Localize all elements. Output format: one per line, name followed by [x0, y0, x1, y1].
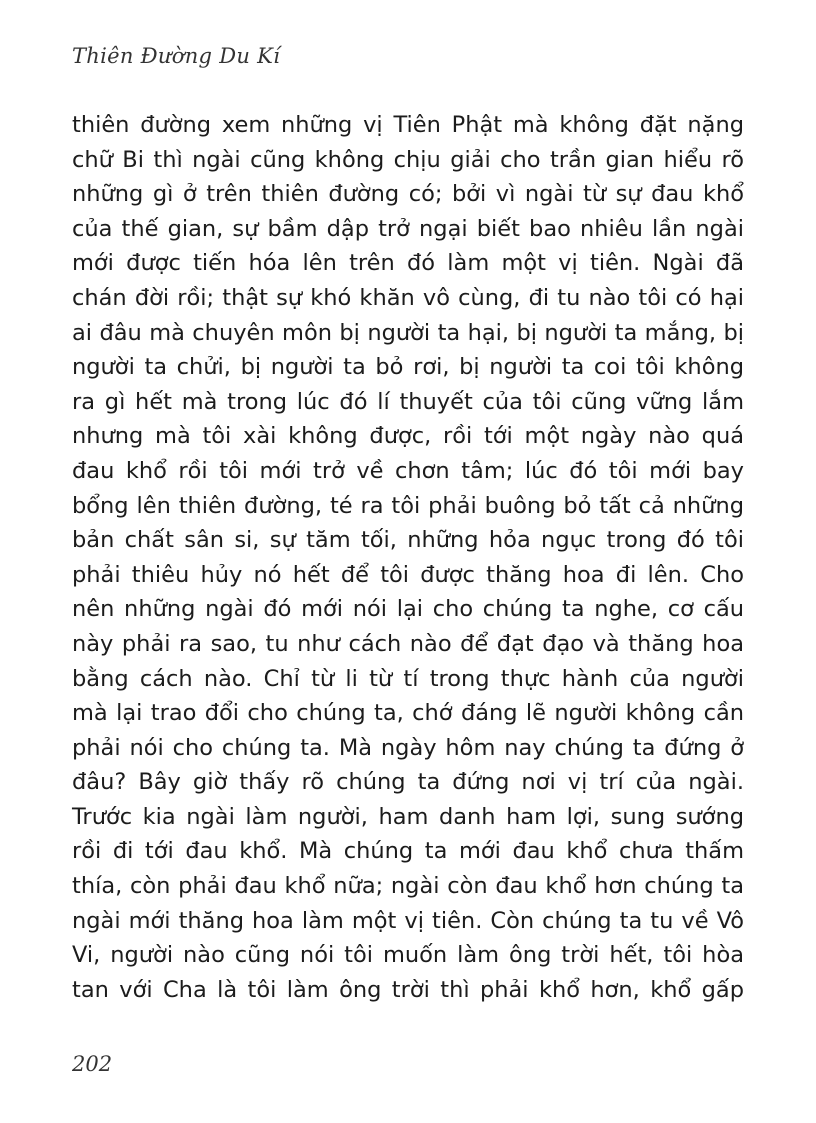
text-line: thía, còn phải đau khổ nữa; ngài còn đau khổ hơn chúng ta [72, 873, 744, 900]
text-line: người ta chửi, bị người ta bỏ rơi, bị người ta coi tôi không [72, 354, 744, 381]
text-line: rồi đi tới đau khổ. Mà chúng ta mới đau khổ chưa thấm [72, 838, 744, 865]
text-line: chữ Bi thì ngài cũng không chịu giải cho trần gian hiểu rõ [72, 146, 744, 173]
text-line: ngài mới thăng hoa làm một vị tiên. Còn chúng ta tu về Vô [72, 907, 744, 934]
text-line: thiên đường xem những vị Tiên Phật mà không đặt nặng [72, 112, 744, 138]
text-line: ai đâu mà chuyên môn bị người ta hại, bị người ta mắng, bị [72, 319, 744, 346]
text-line: bản chất sân si, sự tăm tối, những hỏa ngục trong đó tôi [72, 527, 744, 554]
text-line: đau khổ rồi tôi mới trở về chơn tâm; lúc đó tôi mới bay [72, 457, 744, 484]
text-line: phải thiêu hủy nó hết để tôi được thăng hoa đi lên. Cho [72, 561, 744, 588]
text-line: Trước kia ngài làm người, ham danh ham lợi, sung sướng [72, 803, 744, 830]
text-line: mà lại trao đổi cho chúng ta, chớ đáng lẽ người không cần [72, 700, 744, 727]
page-number: 202 [72, 1052, 113, 1076]
text-line: đâu? Bây giờ thấy rõ chúng ta đứng nơi vị trí của ngài. [72, 769, 744, 796]
text-line: Vi, người nào cũng nói tôi muốn làm ông trời hết, tôi hòa [72, 942, 744, 969]
text-line: nên những ngài đó mới nói lại cho chúng ta nghe, cơ cấu [72, 596, 744, 623]
text-line: phải nói cho chúng ta. Mà ngày hôm nay chúng ta đứng ở [72, 734, 744, 761]
text-line: bổng lên thiên đường, té ra tôi phải buông bỏ tất cả những [72, 492, 744, 519]
text-line: của thế gian, sự bầm dập trở ngại biết bao nhiêu lần ngài [72, 215, 744, 242]
text-line: tan với Cha là tôi làm ông trời thì phải khổ hơn, khổ gấp [72, 976, 744, 1003]
text-line: này phải ra sao, tu như cách nào để đạt đạo và thăng hoa [72, 630, 744, 657]
text-line: ra gì hết mà trong lúc đó lí thuyết của tôi cũng vững lắm [72, 388, 744, 415]
text-line: chán đời rồi; thật sự khó khăn vô cùng, đi tu nào tôi có hại [72, 284, 744, 311]
running-header-title: Thiên Đường Du Kí [72, 44, 281, 68]
text-line: mới được tiến hóa lên trên đó làm một vị tiên. Ngài đã [72, 250, 744, 277]
body-text [72, 108, 744, 1007]
text-line: nhưng mà tôi xài không được, rồi tới một ngày nào quá [72, 423, 744, 450]
text-line: bằng cách nào. Chỉ từ li từ tí trong thực hành của người [72, 665, 744, 692]
text-line: những gì ở trên thiên đường có; bởi vì ngài từ sự đau khổ [72, 181, 744, 208]
